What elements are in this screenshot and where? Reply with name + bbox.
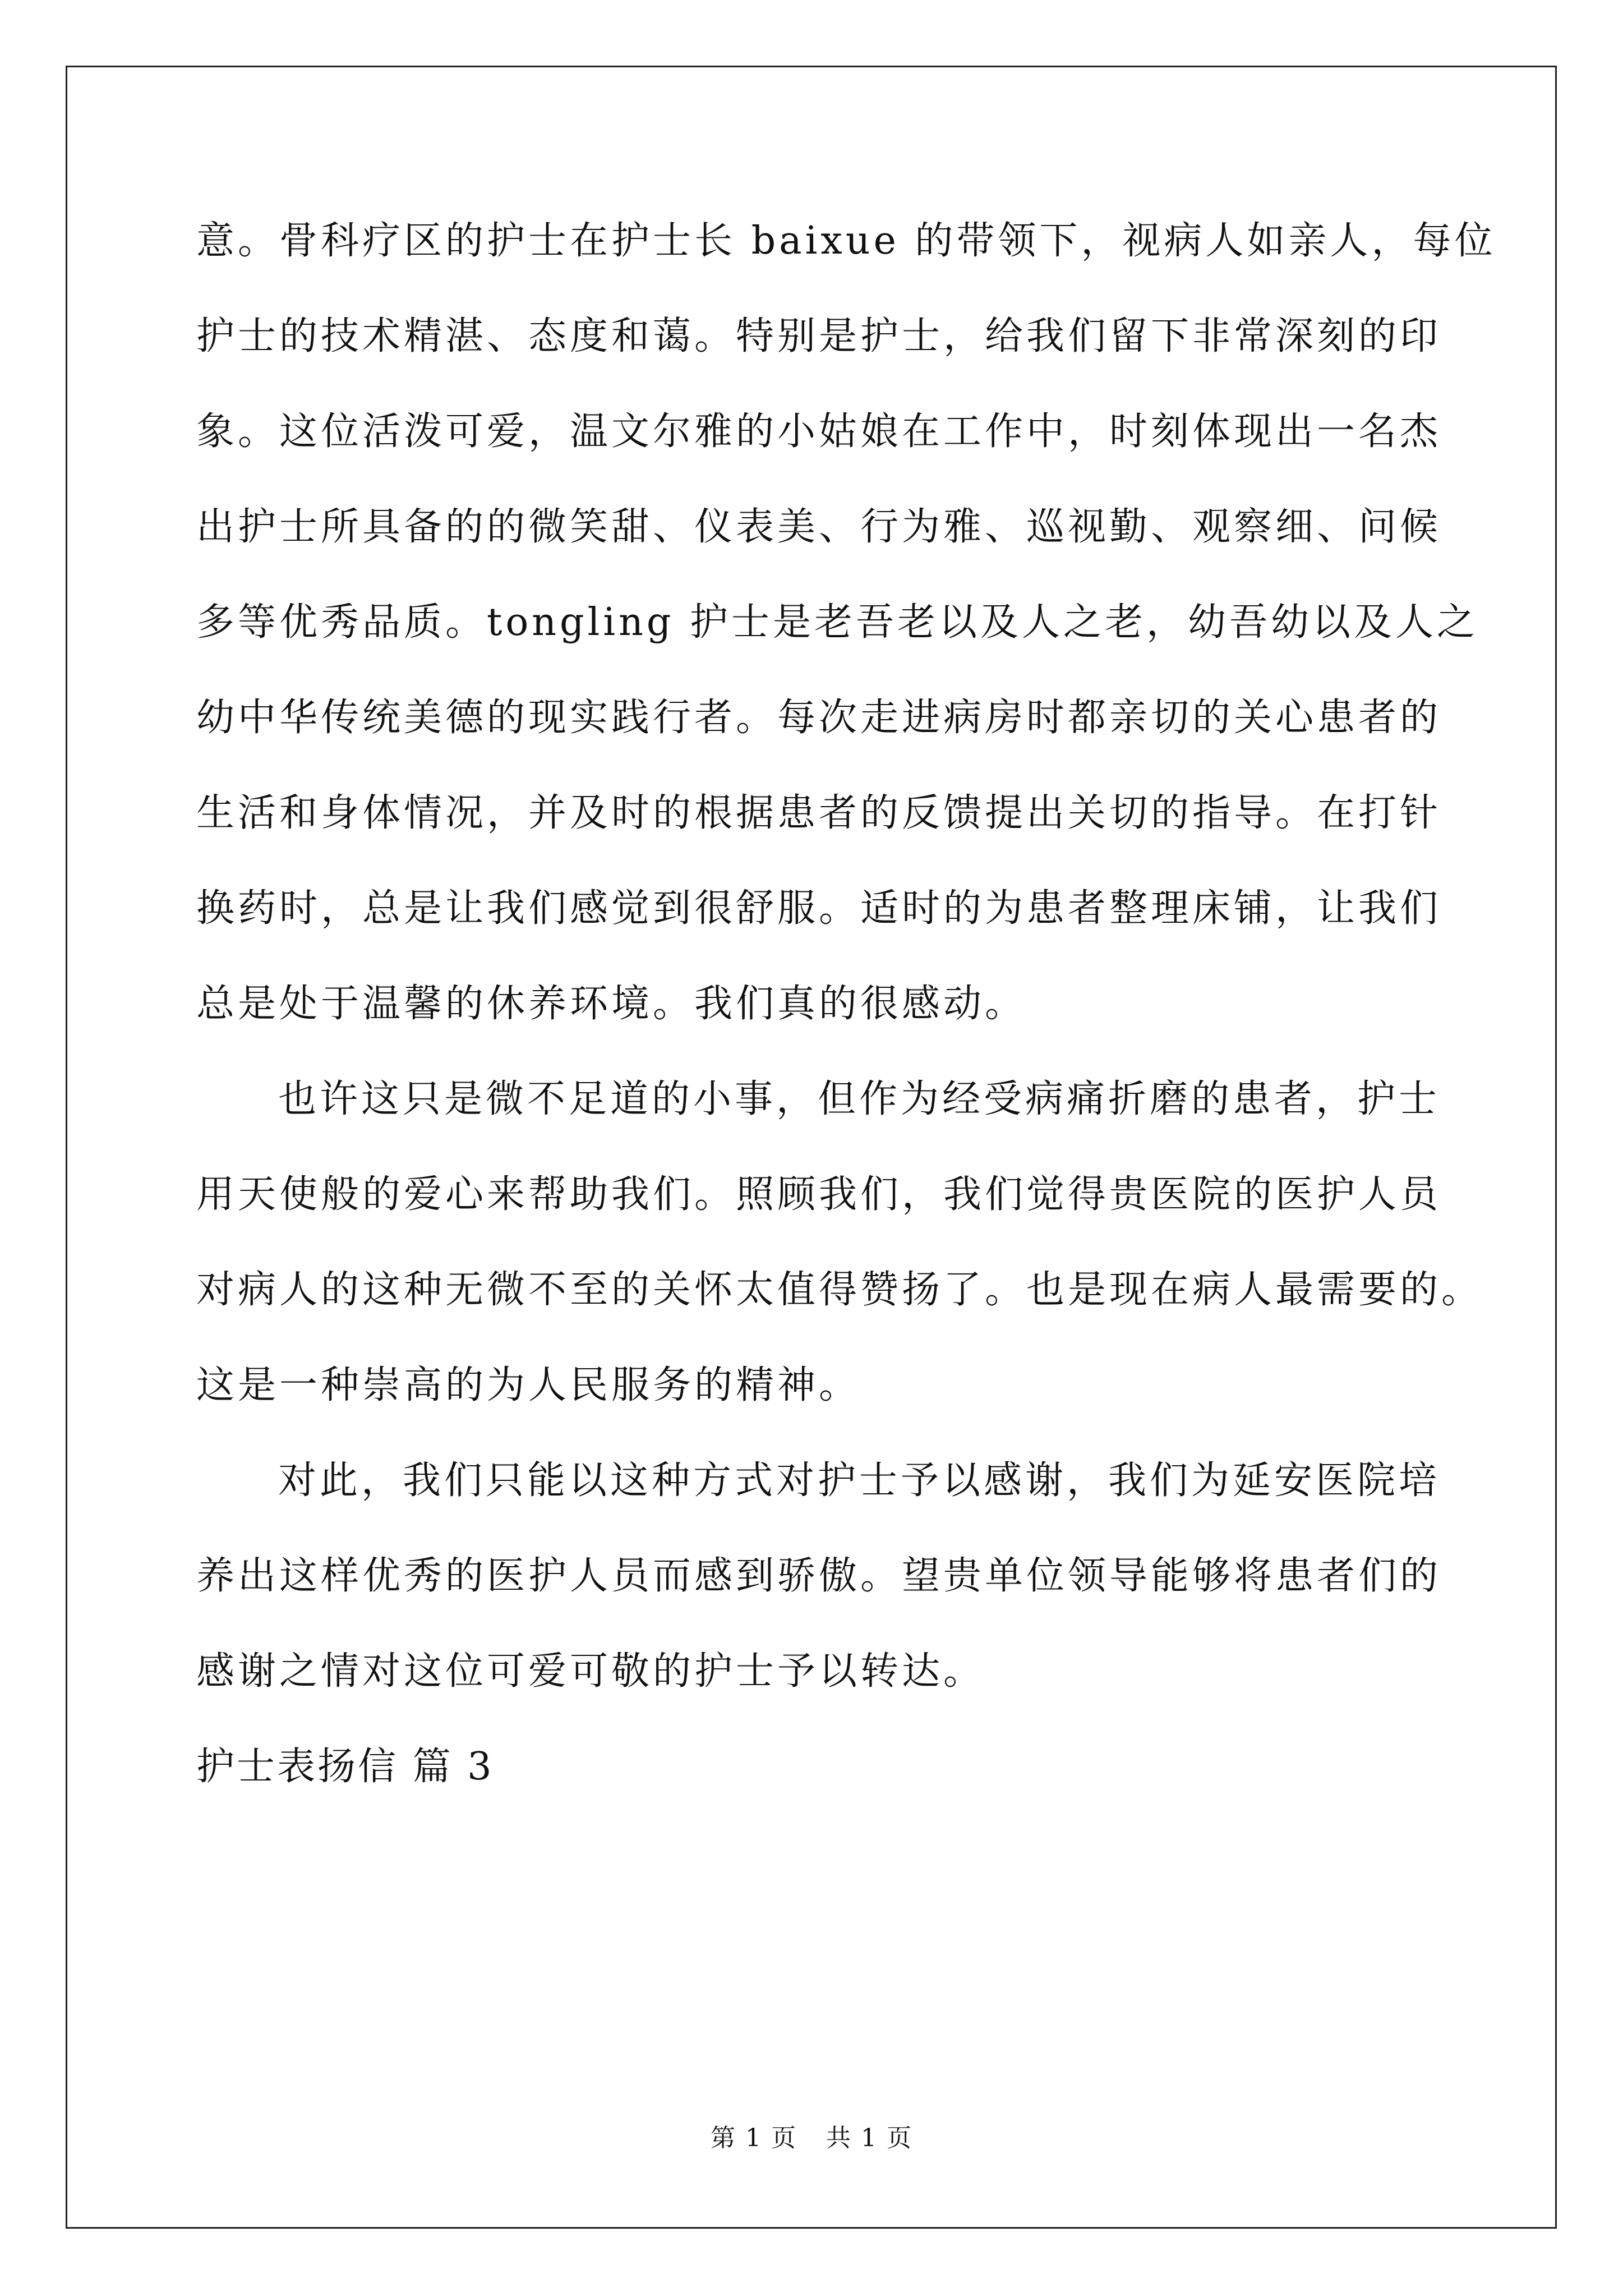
text-line: 对病人的这种无微不至的关怀太值得赞扬了。也是现在病人最需要的。 — [196, 1268, 1483, 1312]
page-number: 第 1 页 — [711, 2124, 797, 2152]
text-line: 意。骨科疗区的护士在护士长 baixue 的带领下，视病人如亲人，每位 — [196, 219, 1496, 263]
document-body — [196, 213, 1496, 1834]
paragraph-start-line: 也许这只是微不足道的小事，但作为经受病痛折磨的患者，护士 — [278, 1077, 1441, 1121]
text-line: 护士的技术精湛、态度和蔼。特别是护士，给我们留下非常深刻的印 — [196, 314, 1442, 358]
text-line: 养出这样优秀的医护人员而感到骄傲。望贵单位领导能够将患者们的 — [196, 1554, 1442, 1598]
text-line: 总是处于温馨的休养环境。我们真的很感动。 — [196, 982, 1027, 1026]
page-total: 共 1 页 — [826, 2124, 912, 2152]
text-line: 生活和身体情况，并及时的根据患者的反馈提出关切的指导。在打针 — [196, 791, 1442, 835]
text-line: 这是一种崇高的为人民服务的精神。 — [196, 1363, 861, 1407]
text-line: 幼中华传统美德的现实践行者。每次走进病房时都亲切的关心患者的 — [196, 696, 1442, 740]
section-heading: 护士表扬信 篇 3 — [196, 1745, 494, 1789]
page-footer — [0, 2118, 1623, 2154]
text-line: 换药时，总是让我们感觉到很舒服。适时的为患者整理床铺，让我们 — [196, 886, 1442, 931]
text-line: 象。这位活泼可爱，温文尔雅的小姑娘在工作中，时刻体现出一名杰 — [196, 409, 1442, 454]
text-line: 用天使般的爱心来帮助我们。照顾我们，我们觉得贵医院的医护人员 — [196, 1172, 1442, 1217]
text-line: 感谢之情对这位可爱可敬的护士予以转达。 — [196, 1649, 985, 1694]
text-line: 多等优秀品质。tongling 护士是老吾老以及人之老，幼吾幼以及人之 — [196, 600, 1479, 645]
paragraph-start-line: 对此，我们只能以这种方式对护士予以感谢，我们为延安医院培 — [278, 1458, 1441, 1503]
text-line: 出护士所具备的的微笑甜、仪表美、行为雅、巡视勤、观察细、问候 — [196, 505, 1442, 549]
